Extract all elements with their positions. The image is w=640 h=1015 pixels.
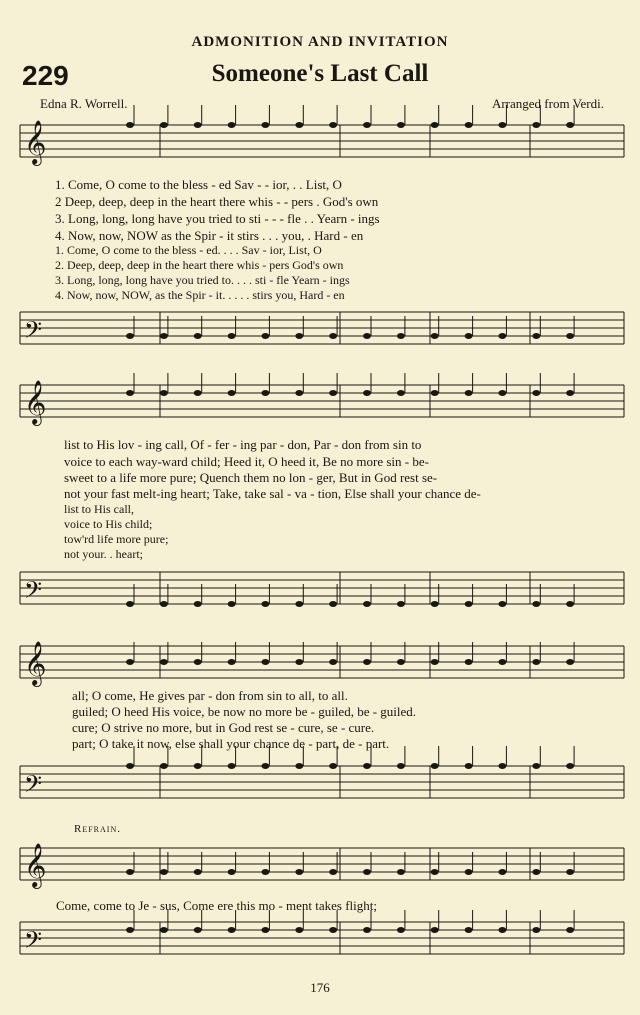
note-head xyxy=(363,659,371,665)
bass-clef-icon: 𝄢 xyxy=(24,576,43,609)
note-head xyxy=(126,333,134,339)
note-head xyxy=(498,122,506,128)
verse-line: 2 Deep, deep, deep in the heart there whis - - pers . God's own xyxy=(55,194,379,209)
verse-line: 3. Long, long, long have you tried to. . . . sti - fle Yearn - ings xyxy=(55,273,350,287)
note-head xyxy=(295,869,303,875)
note-head xyxy=(194,763,202,769)
note-head xyxy=(295,390,303,396)
note-head xyxy=(465,927,473,933)
note-head xyxy=(160,763,168,769)
verse-line: 4. Now, now, NOW as the Spir - it stirs . . . you, . Hard - en xyxy=(55,228,364,243)
note-head xyxy=(431,390,439,396)
verse-line: 2. Deep, deep, deep in the heart there whis - pers God's own xyxy=(55,258,344,272)
note-head xyxy=(329,333,337,339)
note-head xyxy=(329,927,337,933)
note-head xyxy=(465,333,473,339)
note-head xyxy=(194,927,202,933)
note-head xyxy=(397,927,405,933)
verse-line: part; O take it now, else shall your chance de - part, de - part. xyxy=(72,736,390,751)
note-head xyxy=(465,601,473,607)
note-head xyxy=(498,763,506,769)
note-head xyxy=(194,869,202,875)
note-head xyxy=(295,659,303,665)
note-head xyxy=(228,659,236,665)
note-head xyxy=(160,601,168,607)
note-head xyxy=(329,122,337,128)
note-head xyxy=(532,122,540,128)
note-head xyxy=(194,601,202,607)
note-head xyxy=(465,390,473,396)
hymn-number: 229 xyxy=(22,60,69,91)
note-head xyxy=(261,927,269,933)
verse-line: 4. Now, now, NOW, as the Spir - it. . . . . stirs you, Hard - en xyxy=(55,288,345,302)
verse-line: list to His call, xyxy=(64,502,134,516)
note-head xyxy=(532,333,540,339)
note-head xyxy=(532,390,540,396)
verse-line: cure; O strive no more, but in God rest se - cure, se - cure. xyxy=(72,720,375,735)
note-head xyxy=(261,390,269,396)
note-head xyxy=(532,601,540,607)
treble-clef-icon: 𝄞 xyxy=(24,380,47,424)
note-head xyxy=(126,763,134,769)
verse-line: not your fast melt-ing heart; Take, take sal - va - tion, Else shall your chance de- xyxy=(64,486,481,501)
note-head xyxy=(498,927,506,933)
note-head xyxy=(566,601,574,607)
note-head xyxy=(261,333,269,339)
verse-line: tow'rd life more pure; xyxy=(64,532,169,546)
note-head xyxy=(329,601,337,607)
treble-clef-icon: 𝄞 xyxy=(24,120,47,164)
note-head xyxy=(261,763,269,769)
note-head xyxy=(329,390,337,396)
note-head xyxy=(431,122,439,128)
note-head xyxy=(228,869,236,875)
note-head xyxy=(295,927,303,933)
note-head xyxy=(431,927,439,933)
note-head xyxy=(194,659,202,665)
note-head xyxy=(329,869,337,875)
verse-line: 3. Long, long, long have you tried to sti - - - fle . . Yearn - ings xyxy=(55,211,380,226)
note-head xyxy=(431,763,439,769)
verse-line: 1. Come, O come to the bless - ed Sav - - ior, . . List, O xyxy=(55,177,342,192)
note-head xyxy=(126,659,134,665)
note-head xyxy=(160,927,168,933)
note-head xyxy=(532,763,540,769)
note-head xyxy=(295,333,303,339)
bass-clef-icon: 𝄢 xyxy=(24,316,43,349)
note-head xyxy=(566,122,574,128)
hymn-title: Someone's Last Call xyxy=(211,60,429,87)
note-head xyxy=(397,122,405,128)
verse-line: voice to each way-ward child; Heed it, O heed it, Be no more sin - be- xyxy=(64,454,429,469)
verse-line: voice to His child; xyxy=(64,517,153,531)
note-head xyxy=(498,601,506,607)
note-head xyxy=(363,927,371,933)
note-head xyxy=(261,601,269,607)
note-head xyxy=(465,122,473,128)
note-head xyxy=(228,333,236,339)
note-head xyxy=(228,763,236,769)
note-head xyxy=(194,390,202,396)
treble-clef-icon: 𝄞 xyxy=(24,843,47,887)
note-head xyxy=(431,601,439,607)
note-head xyxy=(295,601,303,607)
note-head xyxy=(329,659,337,665)
note-head xyxy=(126,390,134,396)
note-head xyxy=(126,927,134,933)
note-head xyxy=(397,601,405,607)
note-head xyxy=(566,659,574,665)
note-head xyxy=(566,333,574,339)
section-heading: ADMONITION AND INVITATION xyxy=(191,34,449,50)
note-head xyxy=(532,927,540,933)
note-head xyxy=(261,659,269,665)
note-head xyxy=(465,763,473,769)
note-head xyxy=(160,869,168,875)
note-head xyxy=(498,333,506,339)
note-head xyxy=(397,333,405,339)
note-head xyxy=(465,659,473,665)
note-head xyxy=(397,763,405,769)
note-head xyxy=(363,122,371,128)
verse-line: 1. Come, O come to the bless - ed. . . . Sav - ior, List, O xyxy=(55,243,322,257)
note-head xyxy=(126,869,134,875)
verse-line: not your. . heart; xyxy=(64,547,143,561)
note-head xyxy=(228,927,236,933)
bass-clef-icon: 𝄢 xyxy=(24,770,43,803)
verse-line: Come, come to Je - sus, Come ere this mo - ment takes flight; xyxy=(56,898,377,913)
verse-line: sweet to a life more pure; Quench them no lon - ger, But in God rest se- xyxy=(64,470,438,485)
bass-clef-icon: 𝄢 xyxy=(24,926,43,959)
note-head xyxy=(363,390,371,396)
note-head xyxy=(160,333,168,339)
note-head xyxy=(566,869,574,875)
note-head xyxy=(566,927,574,933)
note-head xyxy=(465,869,473,875)
note-head xyxy=(126,601,134,607)
note-head xyxy=(228,601,236,607)
note-head xyxy=(566,390,574,396)
note-head xyxy=(397,390,405,396)
note-head xyxy=(194,333,202,339)
note-head xyxy=(532,659,540,665)
verse-line: list to His lov - ing call, Of - fer - ing par - don, Par - don from sin to xyxy=(64,437,422,452)
note-head xyxy=(126,122,134,128)
note-head xyxy=(160,659,168,665)
treble-clef-icon: 𝄞 xyxy=(24,641,47,685)
verse-line: all; O come, He gives par - don from sin to all, to all. xyxy=(72,688,348,703)
note-head xyxy=(261,122,269,128)
note-head xyxy=(498,869,506,875)
note-head xyxy=(363,601,371,607)
note-head xyxy=(431,333,439,339)
note-head xyxy=(329,763,337,769)
note-head xyxy=(228,122,236,128)
note-head xyxy=(363,869,371,875)
note-head xyxy=(160,122,168,128)
note-head xyxy=(498,390,506,396)
verse-line: guiled; O heed His voice, be now no more be - guiled, be - guiled. xyxy=(72,704,417,719)
note-head xyxy=(498,659,506,665)
note-head xyxy=(194,122,202,128)
note-head xyxy=(160,390,168,396)
note-head xyxy=(397,869,405,875)
note-head xyxy=(532,869,540,875)
note-head xyxy=(363,763,371,769)
page-number: 176 xyxy=(310,980,330,995)
lyricist-credit: Edna R. Worrell. xyxy=(40,96,128,111)
note-head xyxy=(295,122,303,128)
note-head xyxy=(431,659,439,665)
note-head xyxy=(261,869,269,875)
note-head xyxy=(295,763,303,769)
refrain-label: Refrain. xyxy=(74,823,121,835)
note-head xyxy=(566,763,574,769)
arranger-credit: Arranged from Verdi. xyxy=(491,96,604,111)
note-head xyxy=(228,390,236,396)
note-head xyxy=(431,869,439,875)
note-head xyxy=(397,659,405,665)
note-head xyxy=(363,333,371,339)
